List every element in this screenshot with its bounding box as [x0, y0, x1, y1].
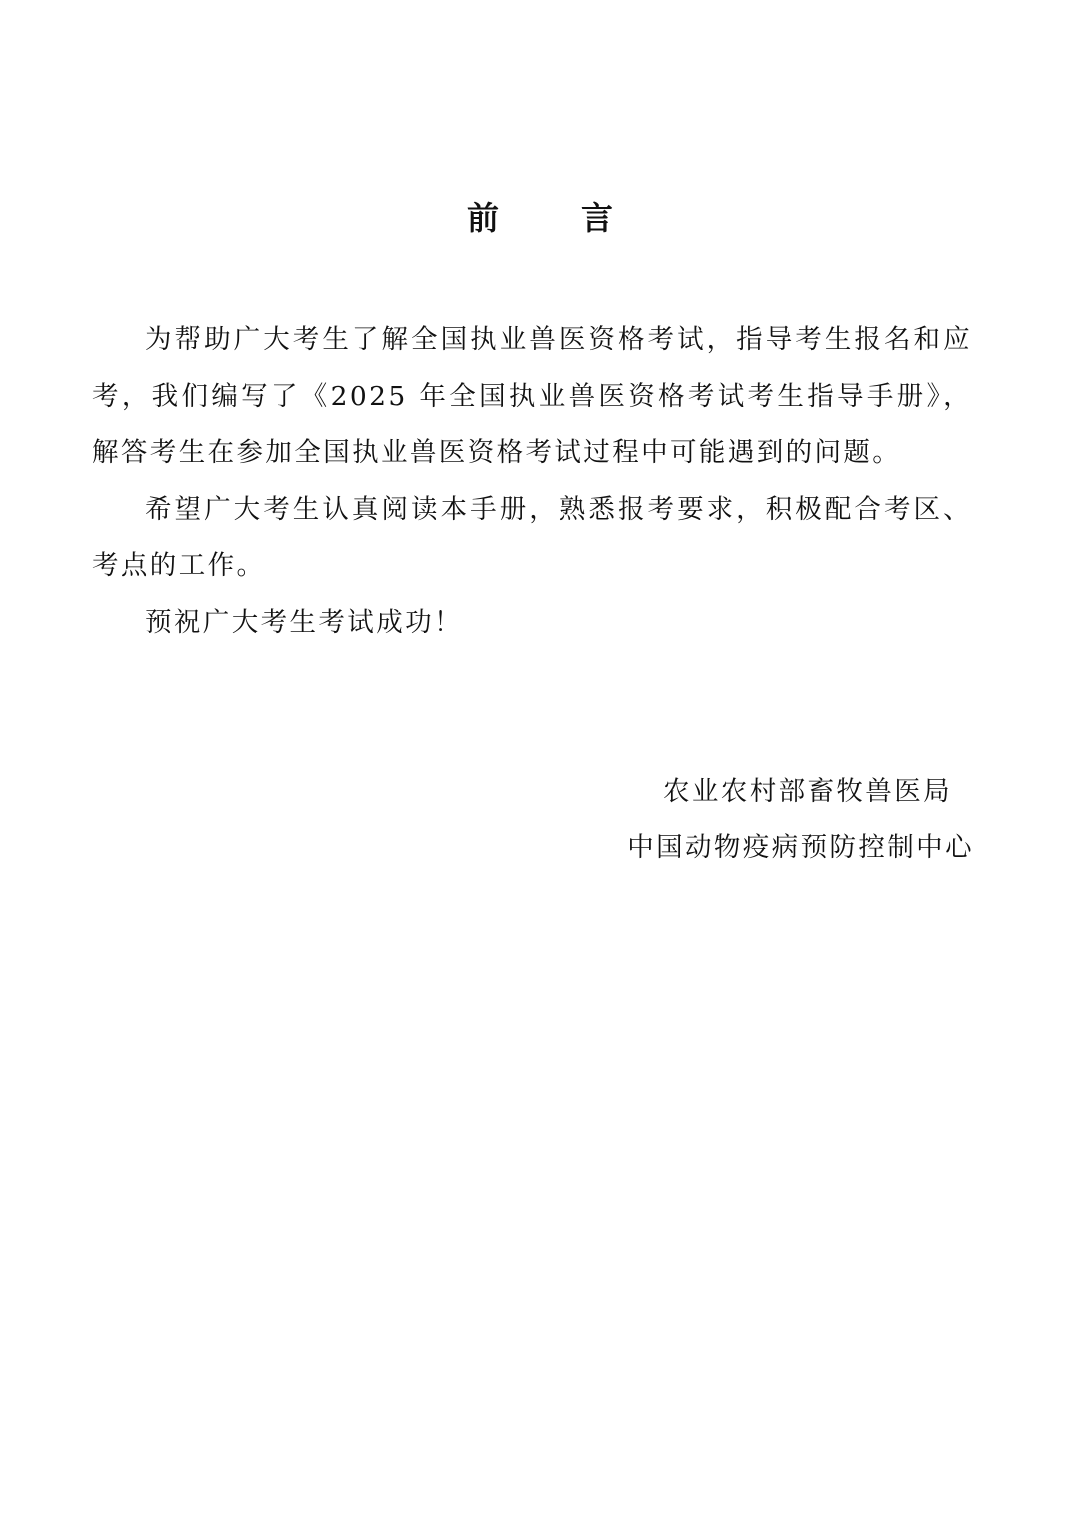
signature-block [627, 764, 974, 876]
paragraph-1: 为帮助广大考生了解全国执业兽医资格考试，指导考生报名和应考，我们编写了《2025 年全国执业兽医资格考试考生指导手册》，解答考生在参加全国执业兽医资格考试过程中可能遇到的问题。 [92, 324, 972, 468]
signature-org-2: 中国动物疫病预防控制中心 [627, 832, 974, 863]
page-title [0, 192, 1080, 244]
title-char-1: 前 [466, 199, 499, 237]
paragraph-2: 希望广大考生认真阅读本手册，熟悉报考要求，积极配合考区、考点的工作。 [92, 493, 972, 581]
preface-body [92, 312, 972, 651]
signature-org-1: 农业农村部畜牧兽医局 [663, 776, 952, 807]
title-char-2: 言 [581, 199, 614, 237]
paragraph-3: 预祝广大考生考试成功！ [145, 606, 463, 638]
